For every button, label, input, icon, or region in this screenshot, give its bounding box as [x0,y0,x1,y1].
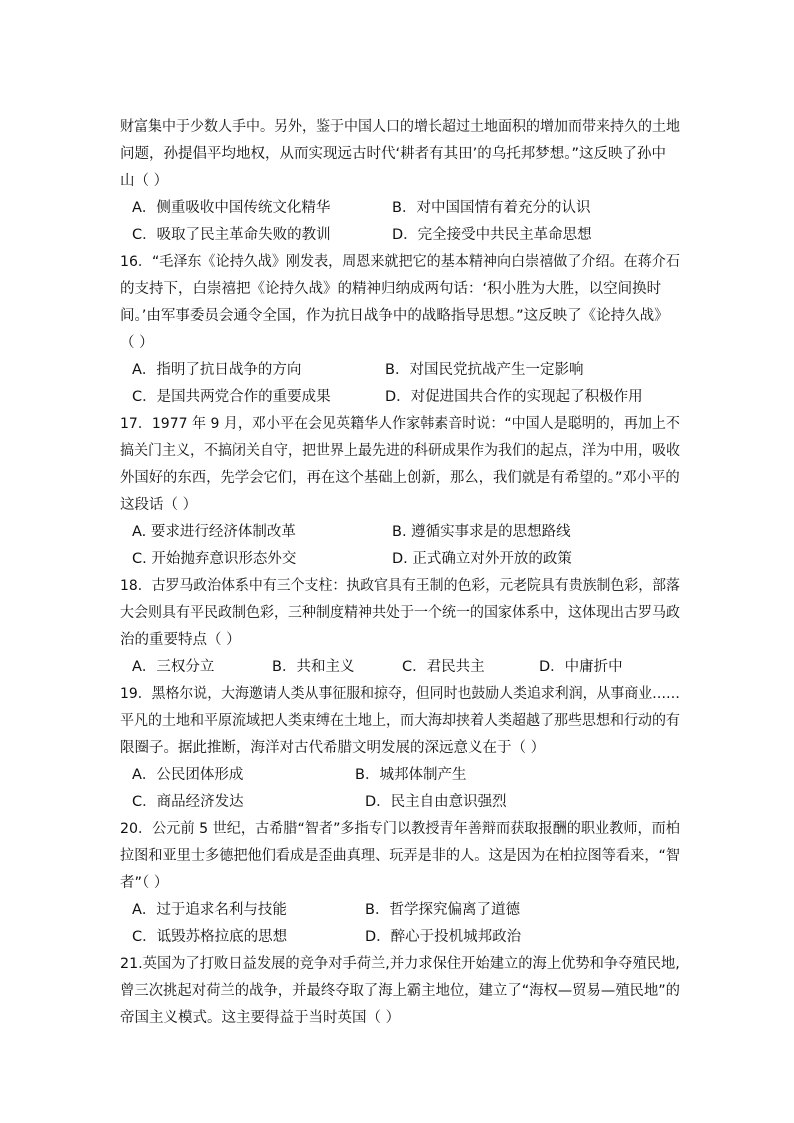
q19-option-d: D．民主自由意识强烈 [365,794,507,810]
q18-option-b: B．共和主义 [272,659,355,675]
q15-option-a: A．侧重吸收中国传统文化精华 [132,200,331,216]
q19-line-2: 平凡的土地和平原流域把人类束缚在土地上，而大海却挟着人类超越了那些思想和行动的有 [120,713,680,729]
q20-line-1: 20．公元前 5 世纪，古希腊“智者”多指专门以教授青年善辩而获取报酬的职业教师，而柏 [120,821,680,837]
q16-line-2: 的支持下，白崇禧把《论持久战》的精神归纳成两句话：‘积小胜为大胜，以空间换时 [120,281,662,297]
q17-option-a: A. 要求进行经济体制改革 [132,524,296,540]
q16-line-4: （ ） [120,335,154,351]
q20-line-3: 者”（ ） [120,875,169,891]
q16-line-1: 16．“毛泽东《论持久战》刚发表，周恩来就把它的基本精神向白崇禧做了介绍。在蒋介石 [120,254,680,270]
q20-line-2: 拉图和亚里士多德把他们看成是歪曲真理、玩弄是非的人。这是因为在柏拉图等看来，“智 [120,848,681,864]
q16-option-d: D．对促进国共合作的实现起了积极作用 [385,389,643,405]
q16-option-a: A．指明了抗日战争的方向 [132,362,302,378]
q19-option-a: A．公民团体形成 [132,767,244,783]
q19-option-b: B．城邦体制产生 [355,767,467,783]
q16-option-b: B．对国民党抗战产生一定影响 [385,362,584,378]
q18-option-c: C．君民共主 [402,659,485,675]
q16-line-3: 间。’由军事委员会通令全国，作为抗日战争中的战略指导思想。”这反映了《论持久战》 [120,308,669,324]
q20-option-b: B．哲学探究偏离了道德 [365,902,520,918]
q17-line-1: 17．1977 年 9 月，邓小平在会见英籍华人作家韩素音时说：“中国人是聪明的，再加上不 [120,416,680,432]
q17-line-4: 这段话（ ） [120,497,198,513]
q19-option-c: C．商品经济发达 [132,794,244,810]
q17-line-2: 搞关门主义，不搞闭关自守，把世界上最先进的科研成果作为我们的起点，洋为中用，吸收 [120,443,680,459]
q20-option-c: C．诋毁苏格拉底的思想 [132,929,288,945]
q17-line-3: 外国好的东西，先学会它们，再在这个基础上创新，那么，我们就是有希望的。”邓小平的 [120,470,680,486]
q15-option-b: B．对中国国情有着充分的认识 [392,200,591,216]
q20-option-a: A．过于追求名利与技能 [132,902,287,918]
q15-line-1: 财富集中于少数人手中。另外，鉴于中国人口的增长超过土地面积的增加而带来持久的土地 [120,119,680,135]
q15-line-3: 山（ ） [120,173,169,189]
q19-line-3: 限圈子。据此推断，海洋对古代希腊文明发展的深远意义在于（ ） [120,740,546,756]
q21-line-1: 21.英国为了打败日益发展的竞争对手荷兰,并力求保住开始建立的海上优势和争夺殖民地, [120,956,680,972]
q21-line-2: 曾三次挑起对荷兰的战争，并最终夺取了海上霸主地位，建立了“海权—贸易—殖民地”的 [120,983,681,999]
q17-option-d: D. 正式确立对外开放的政策 [392,551,572,567]
q18-line-1: 18．古罗马政治体系中有三个支柱：执政官具有王制的色彩，元老院具有贵族制色彩，部落 [120,578,680,594]
q17-option-b: B. 遵循实事求是的思想路线 [392,524,571,540]
q20-option-d: D．醉心于投机城邦政治 [365,929,522,945]
q18-option-a: A．三权分立 [132,659,215,675]
q15-option-c: C．吸取了民主革命失败的教训 [132,227,331,243]
q15-line-2: 问题，孙提倡平均地权，从而实现远古时代‘耕者有其田’的乌托邦梦想。”这反映了孙中 [120,146,666,162]
q18-line-2: 大会则具有平民政制色彩，三种制度精神共处于一个统一的国家体系中，这体现出古罗马政 [120,605,680,621]
q19-line-1: 19．黑格尔说，大海邀请人类从事征服和掠夺，但同时也鼓励人类追求利润，从事商业…… [120,686,680,702]
q18-option-d: D．中庸折中 [539,659,623,675]
q17-option-c: C. 开始抛弃意识形态外交 [132,551,297,567]
q16-option-c: C．是国共两党合作的重要成果 [132,389,331,405]
q21-line-3: 帝国主义模式。这主要得益于当时英国（ ） [120,1010,401,1026]
q18-line-3: 治的重要特点（ ） [120,632,241,648]
q15-option-d: D．完全接受中共民主革命思想 [392,227,592,243]
